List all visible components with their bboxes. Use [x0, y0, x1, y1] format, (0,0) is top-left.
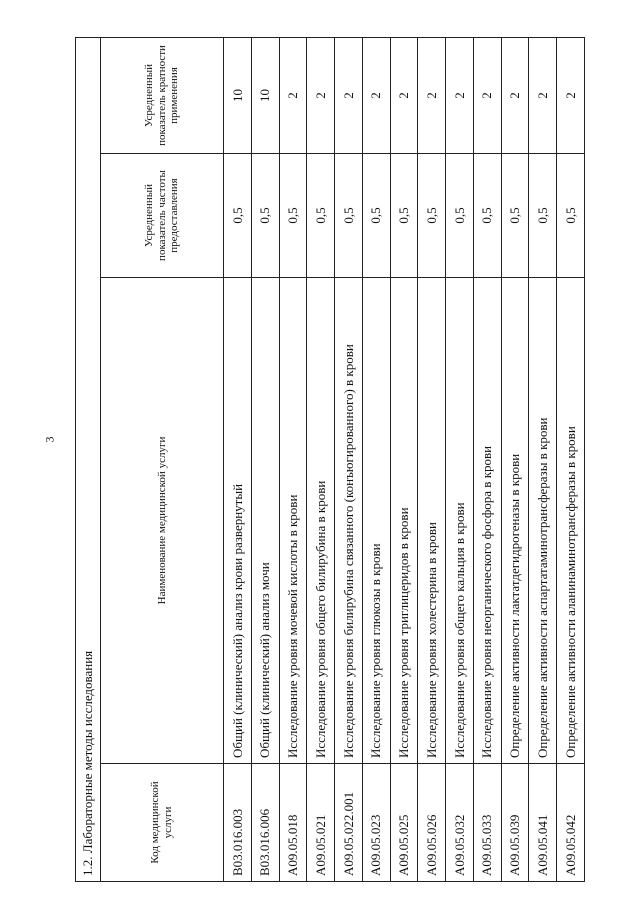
- multiplicity-value: 2: [335, 37, 363, 153]
- service-code: A09.05.032: [446, 764, 474, 882]
- page-number: 3: [42, 436, 57, 443]
- table-row: [251, 37, 279, 881]
- table-row: [446, 37, 474, 881]
- service-code: B03.016.006: [251, 764, 279, 882]
- frequency-value: 0,5: [224, 154, 252, 278]
- service-code: A09.05.023: [362, 764, 390, 882]
- frequency-value: 0,5: [362, 154, 390, 278]
- multiplicity-value: 2: [307, 37, 335, 153]
- frequency-value: 0,5: [307, 154, 335, 278]
- service-name: Определение активности лактатдегидрогеназы в крови: [501, 278, 529, 764]
- multiplicity-value: 2: [529, 37, 557, 153]
- rotated-table-wrapper: [75, 38, 585, 882]
- service-code: A09.05.021: [307, 764, 335, 882]
- table-row: [473, 37, 501, 881]
- multiplicity-value: 2: [446, 37, 474, 153]
- header-name: Наименование медицинской услуги: [101, 278, 224, 764]
- frequency-value: 0,5: [251, 154, 279, 278]
- table-row: [307, 37, 335, 881]
- table-row: [418, 37, 446, 881]
- service-name: Общий (клинический) анализ крови развернутый: [224, 278, 252, 764]
- table-header-row: [101, 37, 224, 881]
- multiplicity-value: 2: [473, 37, 501, 153]
- service-name: Исследование уровня глюкозы в крови: [362, 278, 390, 764]
- multiplicity-value: 2: [501, 37, 529, 153]
- service-name: Исследование уровня триглицеридов в крови: [390, 278, 418, 764]
- frequency-value: 0,5: [390, 154, 418, 278]
- multiplicity-value: 2: [557, 37, 585, 153]
- table-body: [224, 37, 585, 881]
- multiplicity-value: 10: [224, 37, 252, 153]
- service-code: A09.05.033: [473, 764, 501, 882]
- service-name: Исследование уровня общего кальция в крови: [446, 278, 474, 764]
- frequency-value: 0,5: [501, 154, 529, 278]
- frequency-value: 0,5: [529, 154, 557, 278]
- header-multiplicity: Усредненный показатель кратности применения: [101, 37, 224, 153]
- service-code: A09.05.026: [418, 764, 446, 882]
- multiplicity-value: 2: [279, 37, 307, 153]
- service-code: A09.05.025: [390, 764, 418, 882]
- frequency-value: 0,5: [279, 154, 307, 278]
- service-name: Исследование уровня неорганического фосфора в крови: [473, 278, 501, 764]
- header-code: Код медицинской услуги: [101, 764, 224, 882]
- service-code: B03.016.003: [224, 764, 252, 882]
- service-code: A09.05.041: [529, 764, 557, 882]
- service-name: Исследование уровня общего билирубина в крови: [307, 278, 335, 764]
- table-row: [557, 37, 585, 881]
- landscape-page: [75, 38, 585, 882]
- services-table: [75, 37, 585, 882]
- section-title: 1.2. Лабораторные методы исследования: [76, 37, 101, 881]
- section-title-row: [76, 37, 101, 881]
- service-name: Определение активности аспартатаминотрансферазы в крови: [529, 278, 557, 764]
- table-row: [279, 37, 307, 881]
- header-frequency: Усредненный показатель частоты предоставления: [101, 154, 224, 278]
- frequency-value: 0,5: [418, 154, 446, 278]
- service-code: A09.05.022.001: [335, 764, 363, 882]
- frequency-value: 0,5: [473, 154, 501, 278]
- table-row: [335, 37, 363, 881]
- table-row: [390, 37, 418, 881]
- frequency-value: 0,5: [446, 154, 474, 278]
- service-name: Исследование уровня холестерина в крови: [418, 278, 446, 764]
- frequency-value: 0,5: [335, 154, 363, 278]
- service-name: Общий (клинический) анализ мочи: [251, 278, 279, 764]
- multiplicity-value: 2: [362, 37, 390, 153]
- service-name: Исследование уровня билирубина связанного (конъюгированного) в крови: [335, 278, 363, 764]
- service-code: A09.05.018: [279, 764, 307, 882]
- frequency-value: 0,5: [557, 154, 585, 278]
- table-row: [362, 37, 390, 881]
- service-name: Исследование уровня мочевой кислоты в крови: [279, 278, 307, 764]
- multiplicity-value: 10: [251, 37, 279, 153]
- table-row: [529, 37, 557, 881]
- service-code: A09.05.042: [557, 764, 585, 882]
- multiplicity-value: 2: [390, 37, 418, 153]
- service-code: A09.05.039: [501, 764, 529, 882]
- table-row: [501, 37, 529, 881]
- multiplicity-value: 2: [418, 37, 446, 153]
- service-name: Определение активности аланинаминотрансферазы в крови: [557, 278, 585, 764]
- table-row: [224, 37, 252, 881]
